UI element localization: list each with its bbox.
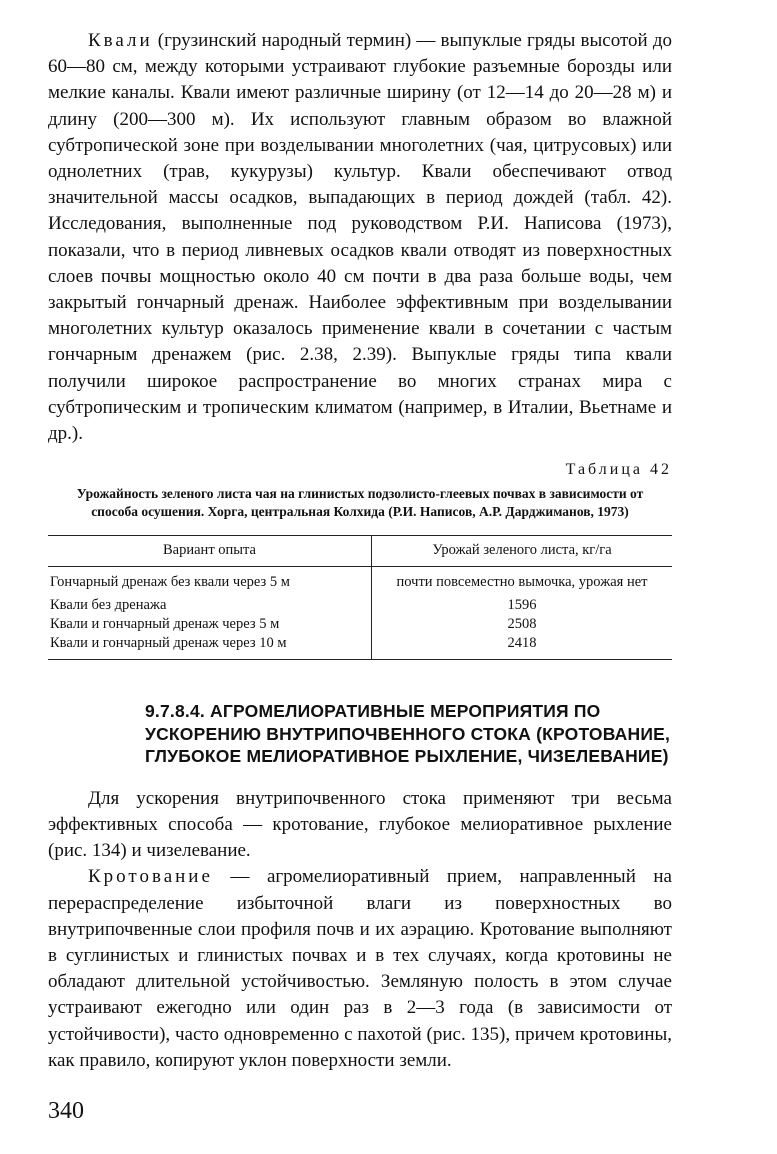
- section-body: [48, 786, 672, 1074]
- table-row: [48, 634, 672, 660]
- paragraph-methods: Для ускорения внутрипочвенного стока применяют три весьма эффективных способа — кротование, глубокое мелиоративное рыхление (рис. 134) и чизелевание.: [48, 787, 672, 862]
- table-cell-yield: 2508: [507, 616, 537, 633]
- table-cell-variant: Квали без дренажа: [48, 596, 372, 615]
- term-kvali: Квали: [88, 30, 153, 51]
- table-cell-variant: Гончарный дренаж без квали через 5 м: [48, 567, 372, 597]
- table-label: Таблица 42: [565, 461, 672, 479]
- table-header-variant: Вариант опыта: [48, 536, 372, 567]
- table-header-yield: Урожай зеленого листа, кг/га: [372, 536, 673, 567]
- term-krotovanie: Кротование: [88, 866, 213, 888]
- table-cell-yield: 2418: [507, 635, 537, 652]
- page-number: 340: [48, 1098, 84, 1124]
- table-cell-yield: почти повсеместно вымочка, урожая нет: [396, 574, 648, 591]
- table-row: [48, 596, 672, 615]
- paragraph-krotovanie: [48, 864, 672, 1074]
- yield-table: [48, 535, 672, 660]
- section-heading: 9.7.8.4. АГРОМЕЛИОРАТИВНЫЕ МЕРОПРИЯТИЯ ПО УСКОРЕНИЮ ВНУТРИПОЧВЕННОГО СТОКА (КРОТОВАНИЕ, ГЛУБОКОЕ МЕЛИОРАТИВНОЕ РЫХЛЕНИЕ, ЧИЗЕЛЕВАНИЕ): [145, 701, 671, 767]
- table-row: [48, 615, 672, 634]
- table-caption: Урожайность зеленого листа чая на глинистых подзолисто-глеевых почвах в зависимости от способа осушения. Хорга, центральная Колхида (Р.И. Написов, А.Р. Дарджиманов, 1973): [76, 486, 644, 520]
- table-cell-variant: Квали и гончарный дренаж через 5 м: [48, 615, 372, 634]
- table-cell-variant: Квали и гончарный дренаж через 10 м: [48, 634, 372, 660]
- paragraph-kvali: [48, 28, 672, 447]
- table-row: [48, 567, 672, 597]
- table-cell-yield: 1596: [507, 597, 537, 614]
- paragraph-krotovanie-text: — агромелиоративный прием, направленный на перераспределение избыточной влаги из поверхностных во внутрипочвенные слои профиля почв и их аэрацию. Кротование выполняют в суглинистых и глинистых почвах и в тех случаях, когда кротовины не обладают длительной устойчивостью. Земляную полость в этом случае устраивают ежегодно или один раз в 2—3 года (в зависимости от устойчивости), часто одновременно с пахотой (рис. 135), причем кротовины, как правило, копируют уклон поверхности земли.: [48, 866, 672, 1071]
- page-content: [48, 28, 672, 1074]
- paragraph-kvali-text: (грузинский народный термин) — выпуклые гряды высотой до 60—80 см, между которыми устраивают глубокие разъемные борозды или мелкие каналы. Квали имеют различные ширину (от 12—14 до 20—28 м) и длину (200—300 м). Их используют главным образом во влажной субтропической зоне при возделывании многолетних (чая, цитрусовых) или однолетних (трав, кукурузы) культур. Квали обеспечивают отвод значительной массы осадков, выпадающих в период дождей (табл. 42). Исследования, выполненные под руководством Р.И. Написова (1973), показали, что в период ливневых осадков квали отводят из поверхностных слоев почвы мощностью около 40 см почти в два раза больше воды, чем закрытый гончарный дренаж. Наиболее эффективным при возделывании многолетних культур оказалось применение квали в сочетании с частым гончарным дренажем (рис. 2.38, 2.39). Выпуклые гряды типа квали получили широкое распространение во многих странах мира с субтропическим и тропическим климатом (например, в Италии, Вьетнаме и др.).: [48, 30, 672, 445]
